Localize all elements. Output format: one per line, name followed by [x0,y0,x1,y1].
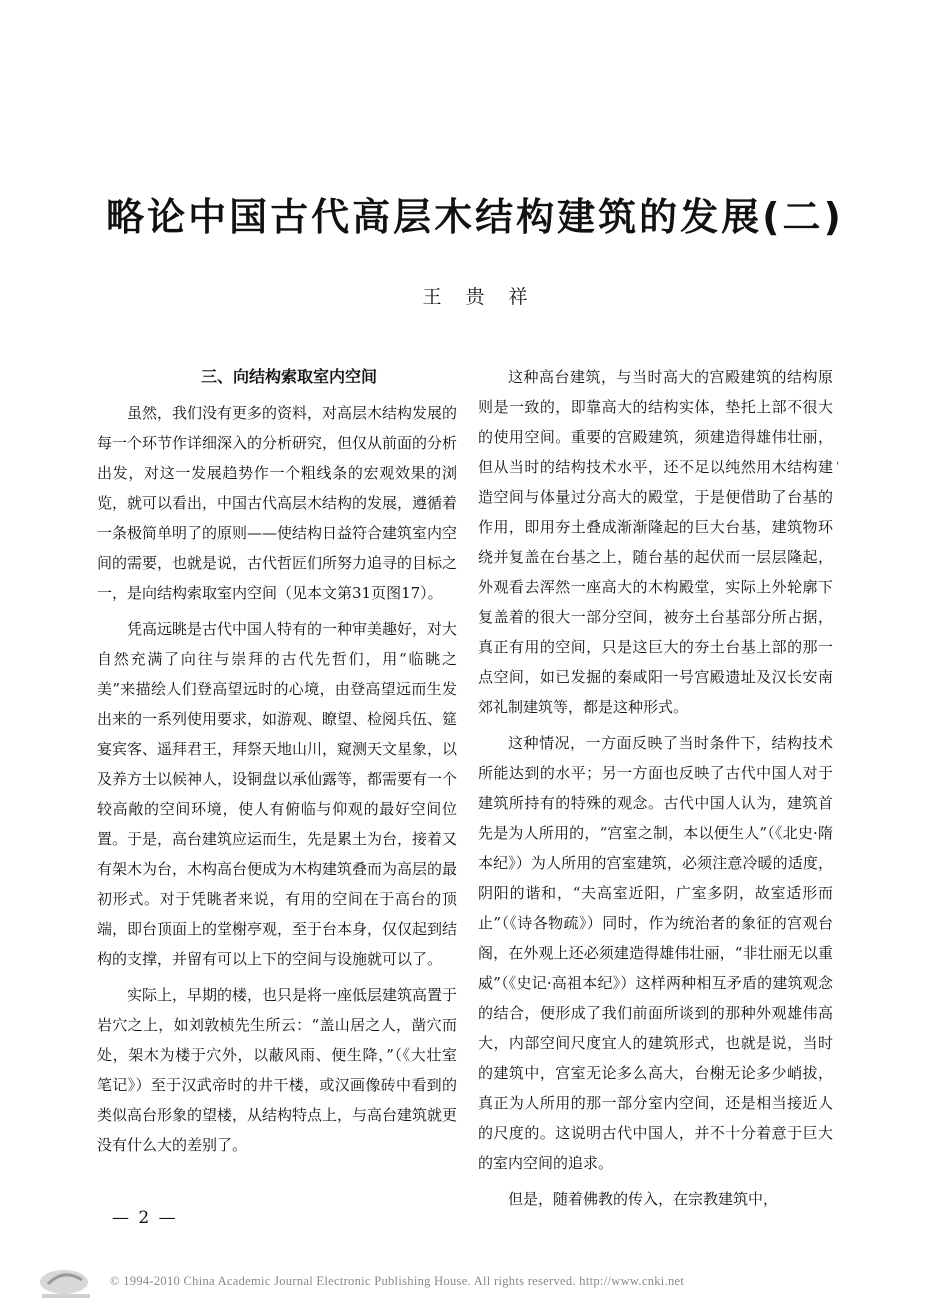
paragraph: 凭高远眺是古代中国人特有的一种审美趣好，对大自然充满了向往与崇拜的古代先哲们，用“临眺之美”来描绘人们登高望远时的心境，由登高望远而生发出来的一系列使用要求，如游观、瞭望、检阅兵伍、筵宴宾客、遥拜君王，拜祭天地山川，窥测天文星象，以及养方士以候神人，设铜盘以承仙露等，都需要有一个较高敞的空间环境，使人有俯临与仰观的最好空间位置。于是，高台建筑应运而生，先是累土为台，接着又有架木为台，木构高台便成为木构建筑叠而为高层的最初形式。对于凭眺者来说，有用的空间在于高台的顶端，即台顶面上的堂榭亭观，至于台本身，仅仅起到结构的支撑，并留有可以上下的空间与设施就可以了。 [97,620,458,968]
paragraph: 虽然，我们没有更多的资料，对高层木结构发展的每一个环节作详细深入的分析研究，但仅从前面的分析出发，对这一发展趋势作一个粗线条的宏观效果的浏览，就可以看出，中国古代高层木结构的发展，遵循着一条极简单明了的原则——使结构日益符合建筑室内空间的需要，也就是说，古代哲匠们所努力追寻的目标之一，是向结构索取室内空间（见本文第31页图17）。 [97,404,458,602]
article-title: 略论中国古代高层木结构建筑的发展(二) [106,195,844,239]
paragraph: 但是，随着佛教的传入，在宗教建筑中， [508,1190,779,1208]
page-number: — 2 — [112,1208,178,1228]
left-column [97,362,457,1160]
margin-mark: ˈ [836,460,840,474]
right-column [478,362,833,1214]
paragraph: 这种高台建筑，与当时高大的宫殿建筑的结构原则是一致的，即靠高大的结构实体，垫托上部不很大的使用空间。重要的宫殿建筑，须建造得雄伟壮丽，但从当时的结构技术水平，还不足以纯然用木结构建造空间与体量过分高大的殿堂，于是便借助了台基的作用，即用夯土叠成渐渐隆起的巨大台基，建筑物环绕并复盖在台基之上，随台基的起伏而一层层隆起，外观看去浑然一座高大的木构殿堂，实际上外轮廓下复盖着的很大一部分空间，被夯土台基部分所占据，真正有用的空间，只是这巨大的夯土台基上部的那一点空间，如已发掘的秦咸阳一号宫殿遗址及汉长安南郊礼制建筑等，都是这种形式。 [478,368,833,716]
paragraph: 实际上，早期的楼，也只是将一座低层建筑高置于岩穴之上，如刘敦桢先生所云：“盖山居之人，凿穴而处，架木为楼于穴外，以蔽风雨、便生降，”（《大壮室笔记》）至于汉武帝时的井干楼，或汉画像砖中看到的类似高台形象的望楼，从结构特点上，与高台建筑就更没有什么大的差别了。 [97,986,458,1154]
article-author: 王贵祥 [422,286,552,308]
copyright-footer: © 1994-2010 China Academic Journal Electronic Publishing House. All rights reserved. http://www.cnki.net [110,1274,685,1288]
section-heading: 三、向结构索取室内空间 [201,367,378,386]
paragraph: 这种情况，一方面反映了当时条件下，结构技术所能达到的水平；另一方面也反映了古代中国人对于建筑所持有的特殊的观念。古代中国人认为，建筑首先是为人所用的，“宫室之制，本以便生人”（《北史·隋本纪》）为人所用的宫室建筑，必须注意冷暖的适度，阴阳的谐和，“夫高室近阳，广室多阴，故室适形而止”（《诗各物疏》）同时，作为统治者的象征的宫观台阁，在外观上还必须建造得雄伟壮丽，“非壮丽无以重威”（《史记·高祖本纪》）这样两种相互矛盾的建筑观念的结合，便形成了我们前面所谈到的那种外观雄伟高大，内部空间尺度宜人的建筑形式，也就是说，当时的建筑中，宫室无论多么高大，台榭无论多少峭拔，真正为人所用的那一部分室内空间，还是相当接近人的尺度的。这说明古代中国人，并不十分着意于巨大的室内空间的追求。 [478,734,833,1172]
cnki-logo-icon [34,1262,100,1302]
